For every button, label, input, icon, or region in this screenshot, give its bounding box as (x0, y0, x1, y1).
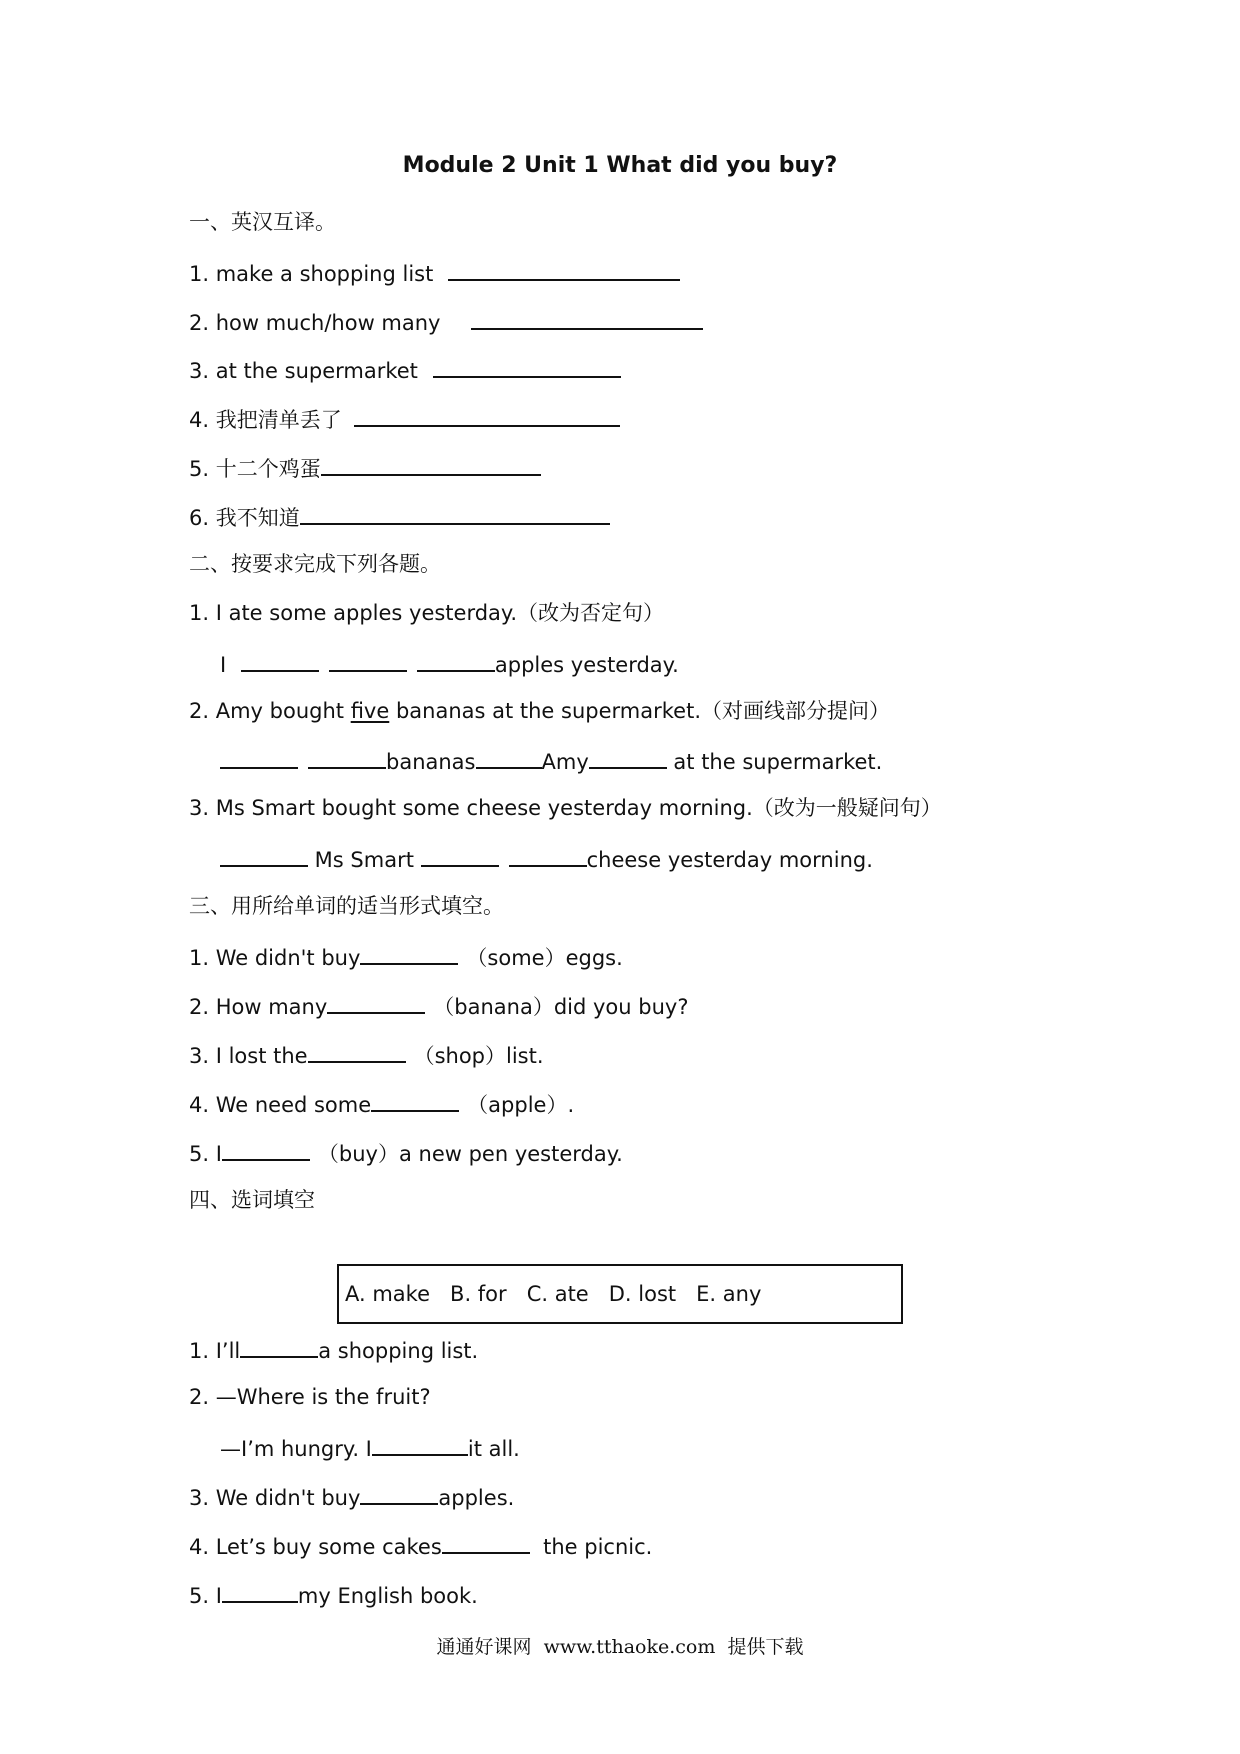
answer-blank[interactable] (300, 499, 610, 525)
answer-blank[interactable] (354, 401, 620, 427)
s2-answer-2: bananas Amy at the supermarket. (220, 743, 882, 778)
s2-question-1: 1. I ate some apples yesterday.（改为否定句） (189, 601, 665, 625)
section-2-heading: 二、按要求完成下列各题。 (189, 552, 441, 576)
answer-blank[interactable] (509, 841, 587, 867)
answer-blank[interactable] (329, 646, 407, 672)
answer-blank[interactable] (327, 988, 425, 1014)
s4-item-3: 3. We didn't buy apples. (189, 1479, 514, 1514)
s3-item-4: 4. We need some （apple）. (189, 1086, 574, 1121)
answer-blank[interactable] (222, 1135, 310, 1161)
s1-item-5: 5. 十二个鸡蛋 (189, 450, 541, 485)
answer-blank[interactable] (240, 1332, 318, 1358)
answer-blank[interactable] (589, 743, 667, 769)
s3-item-1: 1. We didn't buy （some）eggs. (189, 939, 623, 974)
s1-item-6: 6. 我不知道 (189, 499, 610, 534)
answer-blank[interactable] (321, 450, 541, 476)
s3-item-2: 2. How many （banana）did you buy? (189, 988, 688, 1023)
page-title: Module 2 Unit 1 What did you buy? (402, 153, 838, 178)
s1-item-1: 1. make a shopping list (189, 255, 680, 290)
s1-item-3: 3. at the supermarket (189, 352, 621, 387)
answer-blank[interactable] (241, 646, 319, 672)
section-3-heading: 三、用所给单词的适当形式填空。 (189, 894, 504, 918)
answer-blank[interactable] (360, 1479, 438, 1505)
s3-item-5: 5. I （buy）a new pen yesterday. (189, 1135, 623, 1170)
answer-blank[interactable] (421, 841, 499, 867)
s1-item-2: 2. how much/how many (189, 304, 703, 339)
s2-question-3: 3. Ms Smart bought some cheese yesterday morning.（改为一般疑问句） (189, 796, 942, 820)
answer-blank[interactable] (448, 255, 680, 281)
answer-blank[interactable] (372, 1430, 468, 1456)
s4-item-2: 2. —Where is the fruit? (189, 1385, 431, 1409)
s4-item-5: 5. I my English book. (189, 1577, 478, 1612)
answer-blank[interactable] (433, 352, 621, 378)
s1-item-4: 4. 我把清单丢了 (189, 401, 620, 436)
s4-item-2-answer: —I’m hungry. I it all. (220, 1430, 520, 1465)
answer-blank[interactable] (476, 743, 542, 769)
answer-blank[interactable] (220, 743, 298, 769)
answer-blank[interactable] (442, 1528, 530, 1554)
section-4-heading: 四、选词填空 (189, 1188, 315, 1212)
answer-blank[interactable] (308, 1037, 406, 1063)
word-bank-options: A. make B. for C. ate D. lost E. any (345, 1282, 762, 1306)
answer-blank[interactable] (220, 841, 308, 867)
s2-answer-1: I apples yesterday. (220, 646, 679, 681)
s3-item-3: 3. I lost the （shop）list. (189, 1037, 544, 1072)
answer-blank[interactable] (371, 1086, 459, 1112)
answer-blank[interactable] (308, 743, 386, 769)
underlined-word: five (350, 699, 390, 723)
s4-item-4: 4. Let’s buy some cakes the picnic. (189, 1528, 652, 1563)
section-1-heading: 一、英汉互译。 (189, 210, 336, 234)
word-bank-box (337, 1264, 903, 1324)
footer-source: 通通好课网 www.tthaoke.com 提供下载 (436, 1636, 804, 1658)
answer-blank[interactable] (360, 939, 458, 965)
answer-blank[interactable] (222, 1577, 298, 1603)
s2-question-2: 2. Amy bought five bananas at the supermarket.（对画线部分提问） (189, 699, 890, 723)
answer-blank[interactable] (417, 646, 495, 672)
s4-item-1: 1. I’ll a shopping list. (189, 1332, 478, 1367)
answer-blank[interactable] (471, 304, 703, 330)
s2-answer-3: Ms Smart cheese yesterday morning. (220, 841, 873, 876)
